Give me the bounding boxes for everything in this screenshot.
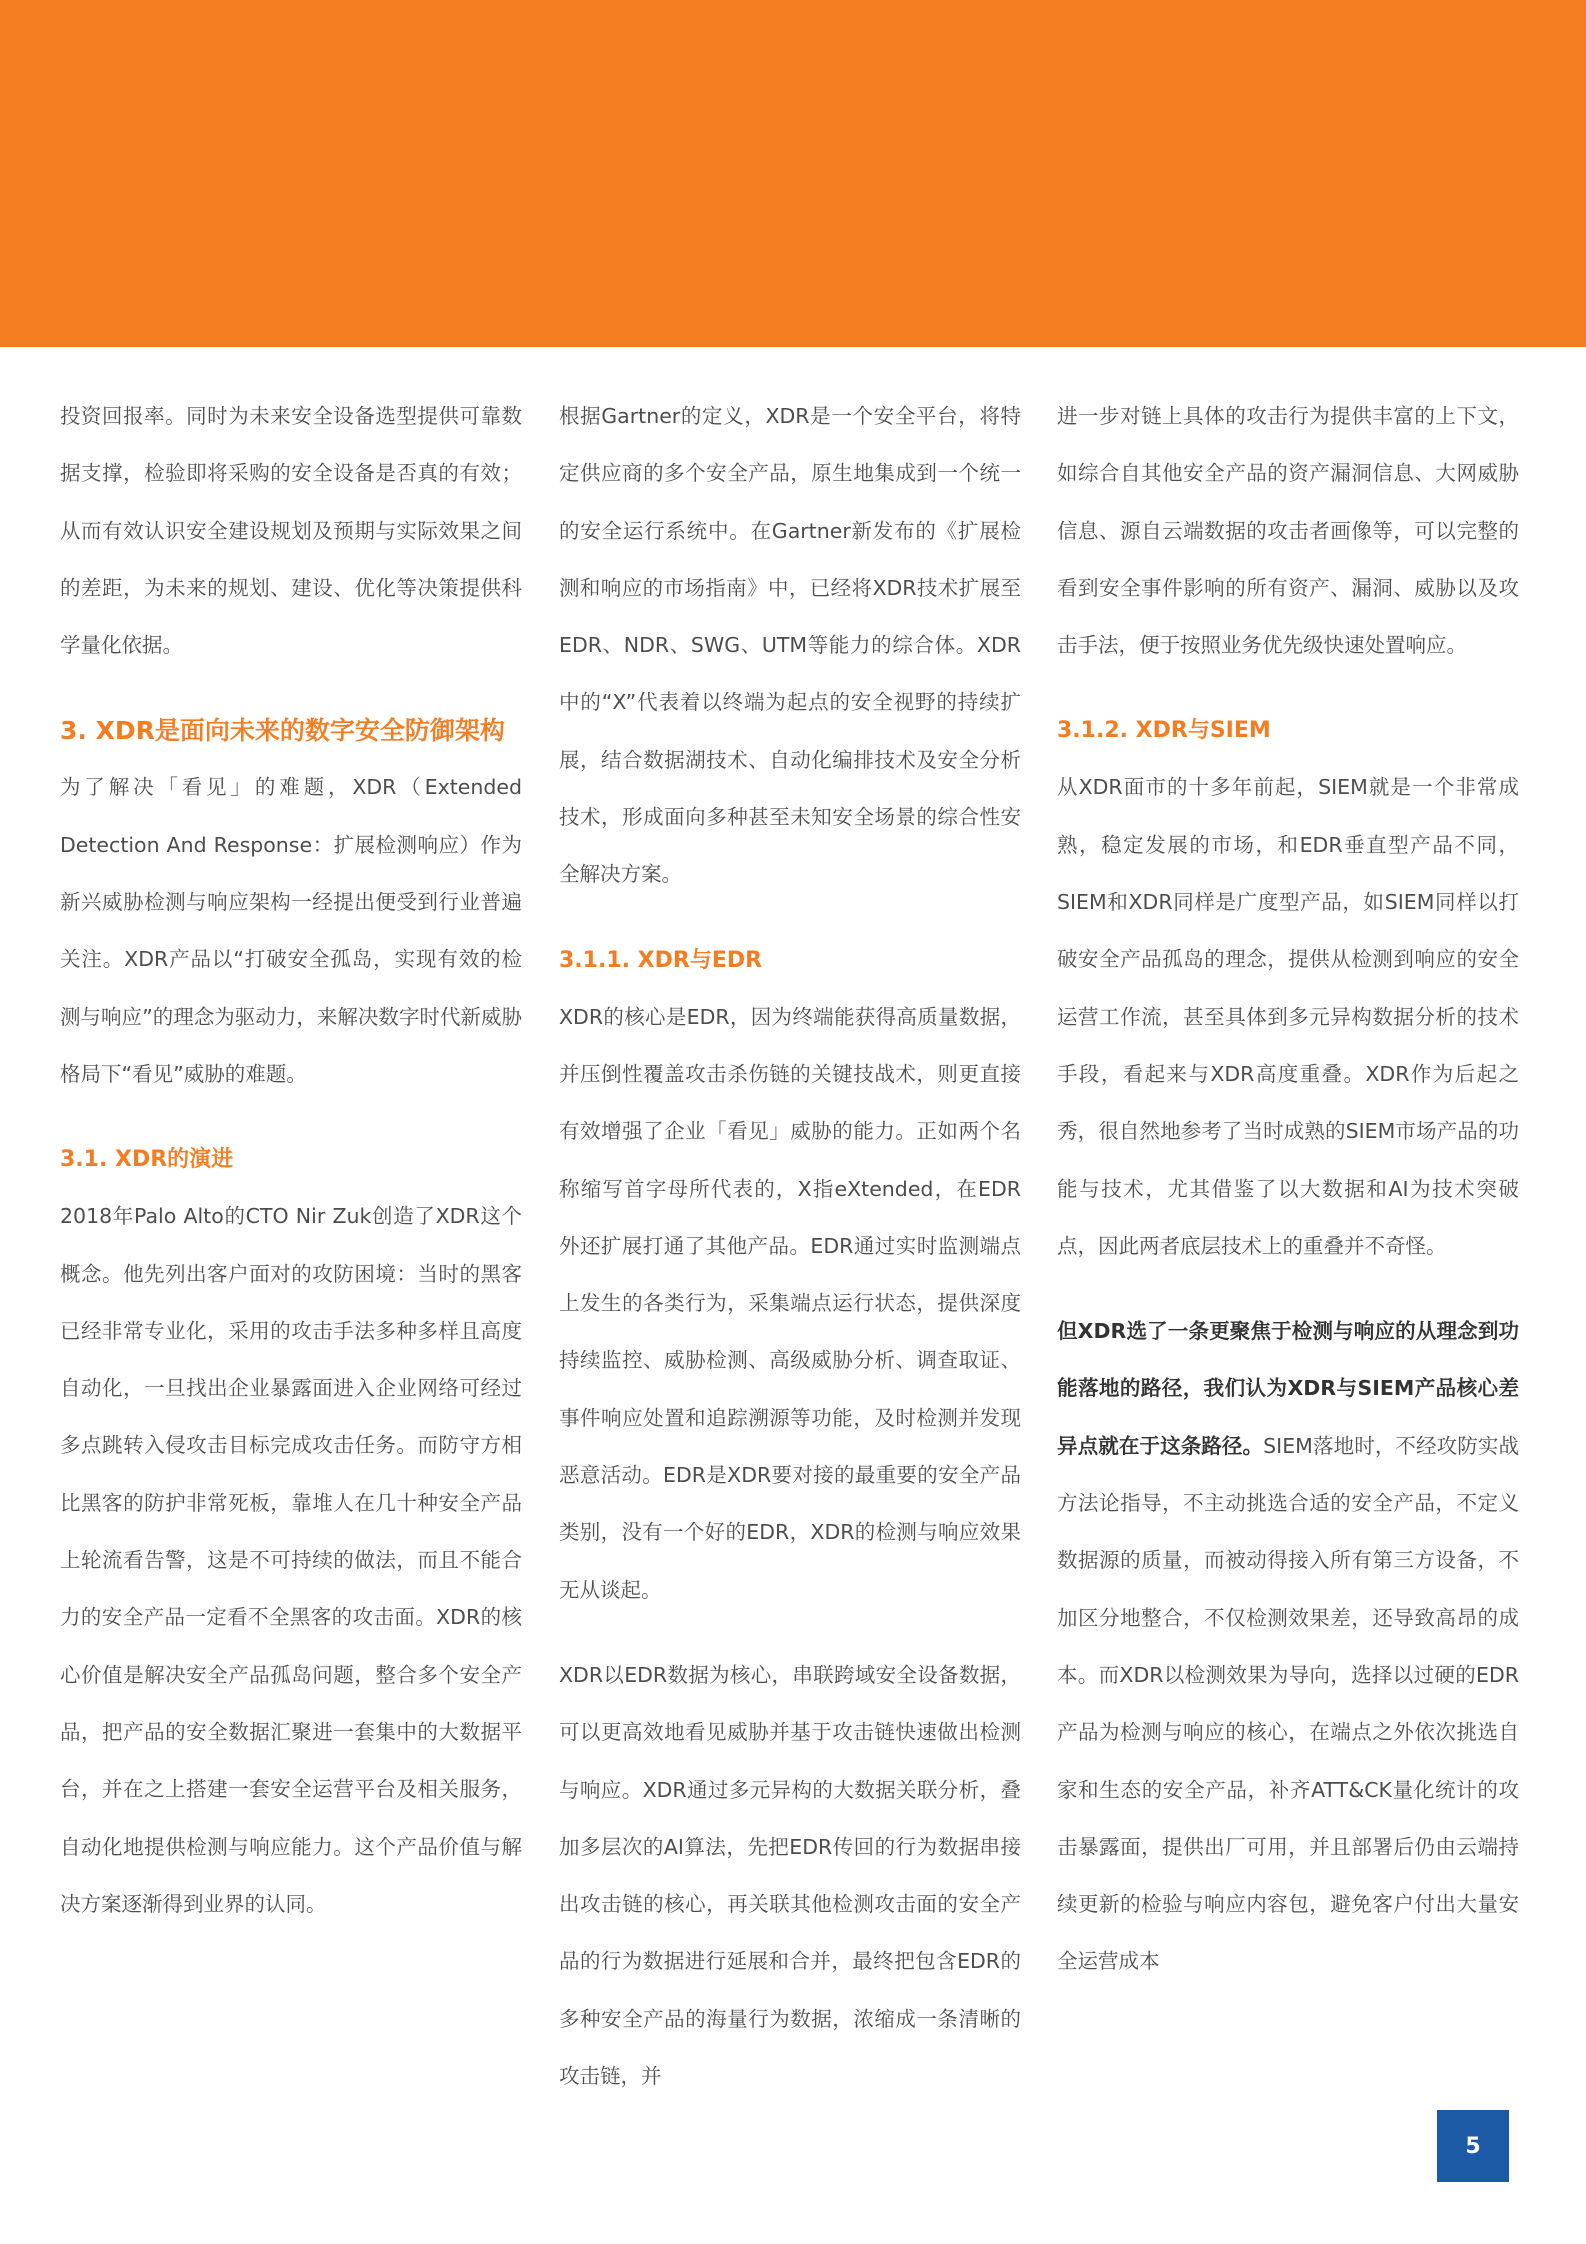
paragraph: 投资回报率。同时为未来安全设备选型提供可靠数据支撑，检验即将采购的安全设备是否真的有效；从而有效认识安全建设规划及预期与实际效果之间的差距，为未来的规划、建设、优化等决策提供科学量化依据。 (60, 404, 522, 658)
paragraph (1057, 1303, 1519, 1991)
page-number: 5 (1465, 2133, 1481, 2159)
paragraph: XDR以EDR数据为核心，串联跨域安全设备数据，可以更高效地看见威胁并基于攻击链快速做出检测与响应。XDR通过多元异构的大数据关联分析，叠加多层次的AI算法，先把EDR传回的行为数据串接出攻击链的核心，再关联其他检测攻击面的安全产品的行为数据进行延展和合并，最终把包含EDR的多种安全产品的海量行为数据，浓缩成一条清晰的攻击链，并 (559, 1662, 1021, 2089)
header-band (0, 0, 1586, 347)
paragraph: XDR的核心是EDR，因为终端能获得高质量数据，并压倒性覆盖攻击杀伤链的关键技战术，则更直接有效增强了企业「看见」威胁的能力。正如两个名称缩写首字母所代表的，X指eXtended，在EDR外还扩展打通了其他产品。EDR通过实时监测端点上发生的各类行为，采集端点运行状态，提供深度持续监控、威胁检测、高级威胁分析、调查取证、事件响应处置和追踪溯源等功能，及时检测并发现恶意活动。EDR是XDR要对接的最重要的安全产品类别，没有一个好的EDR，XDR的检测与响应效果无从谈起。 (559, 1004, 1021, 1602)
column-middle (559, 388, 1021, 2105)
section-heading: 3. XDR是面向未来的数字安全防御架构 (60, 716, 505, 746)
subsection-heading: 3.1. XDR的演进 (60, 1147, 234, 1173)
bold-lead: 但XDR选了一条更聚焦于检测与响应的从理念到功能落地的路径，我们认为XDR与SIEM产品核心差异点就在于这条路径。 (1057, 1319, 1519, 1458)
subsection-heading: 3.1.2. XDR与SIEM (1057, 718, 1271, 744)
paragraph-rest: SIEM落地时，不经攻防实战方法论指导，不主动挑选合适的安全产品，不定义数据源的质量，而被动得接入所有第三方设备，不加区分地整合，不仅检测效果差，还导致高昂的成本。而XDR以检测效果为导向，选择以过硬的EDR产品为检测与响应的核心，在端点之外依次挑选自家和生态的安全产品，补齐ATT&CK量化统计的攻击暴露面，提供出厂可用，并且部署后仍由云端持续更新的检验与响应内容包，避免客户付出大量安全运营成本 (1057, 1433, 1520, 1974)
subsection-heading: 3.1.1. XDR与EDR (559, 947, 763, 973)
paragraph: 为了解决「看见」的难题，XDR（Extended Detection And Response：扩展检测响应）作为新兴威胁检测与响应架构一经提出便受到行业普遍关注。XDR产品以“打破安全孤岛，实现有效的检测与响应”的理念为驱动力，来解决数字时代新威胁格局下“看见”威胁的难题。 (60, 775, 522, 1086)
paragraph: 2018年Palo Alto的CTO Nir Zuk创造了XDR这个概念。他先列出客户面对的攻防困境：当时的黑客已经非常专业化，采用的攻击手法多种多样且高度自动化，一旦找出企业暴露面进入企业网络可经过多点跳转入侵攻击目标完成攻击任务。而防守方相比黑客的防护非常死板，靠堆人在几十种安全产品上轮流看告警，这是不可持续的做法，而且不能合力的安全产品一定看不全黑客的攻击面。XDR的核心价值是解决安全产品孤岛问题，整合多个安全产品，把产品的安全数据汇聚进一套集中的大数据平台，并在之上搭建一套安全运营平台及相关服务，自动化地提供检测与响应能力。这个产品价值与解决方案逐渐得到业界的认同。 (60, 1204, 522, 1916)
column-left (60, 388, 522, 1933)
paragraph: 根据Gartner的定义，XDR是一个安全平台，将特定供应商的多个安全产品，原生地集成到一个统一的安全运行系统中。在Gartner新发布的《扩展检测和响应的市场指南》中，已经将XDR技术扩展至EDR、NDR、SWG、UTM等能力的综合体。XDR中的“X”代表着以终端为起点的安全视野的持续扩展，结合数据湖技术、自动化编排技术及安全分析技术，形成面向多种甚至未知安全场景的综合性安全解决方案。 (559, 404, 1021, 887)
paragraph: 进一步对链上具体的攻击行为提供丰富的上下文，如综合自其他安全产品的资产漏洞信息、大网威胁信息、源自云端数据的攻击者画像等，可以完整的看到安全事件影响的所有资产、漏洞、威胁以及攻击手法，便于按照业务优先级快速处置响应。 (1057, 404, 1519, 658)
paragraph: 从XDR面市的十多年前起，SIEM就是一个非常成熟，稳定发展的市场，和EDR垂直型产品不同，SIEM和XDR同样是广度型产品，如SIEM同样以打破安全产品孤岛的理念，提供从检测到响应的安全运营工作流，甚至具体到多元异构数据分析的技术手段，看起来与XDR高度重叠。XDR作为后起之秀，很自然地参考了当时成熟的SIEM市场产品的功能与技术，尤其借鉴了以大数据和AI为技术突破点，因此两者底层技术上的重叠并不奇怪。 (1057, 775, 1519, 1258)
column-right (1057, 388, 1519, 1991)
page-number-badge (1437, 2110, 1509, 2182)
